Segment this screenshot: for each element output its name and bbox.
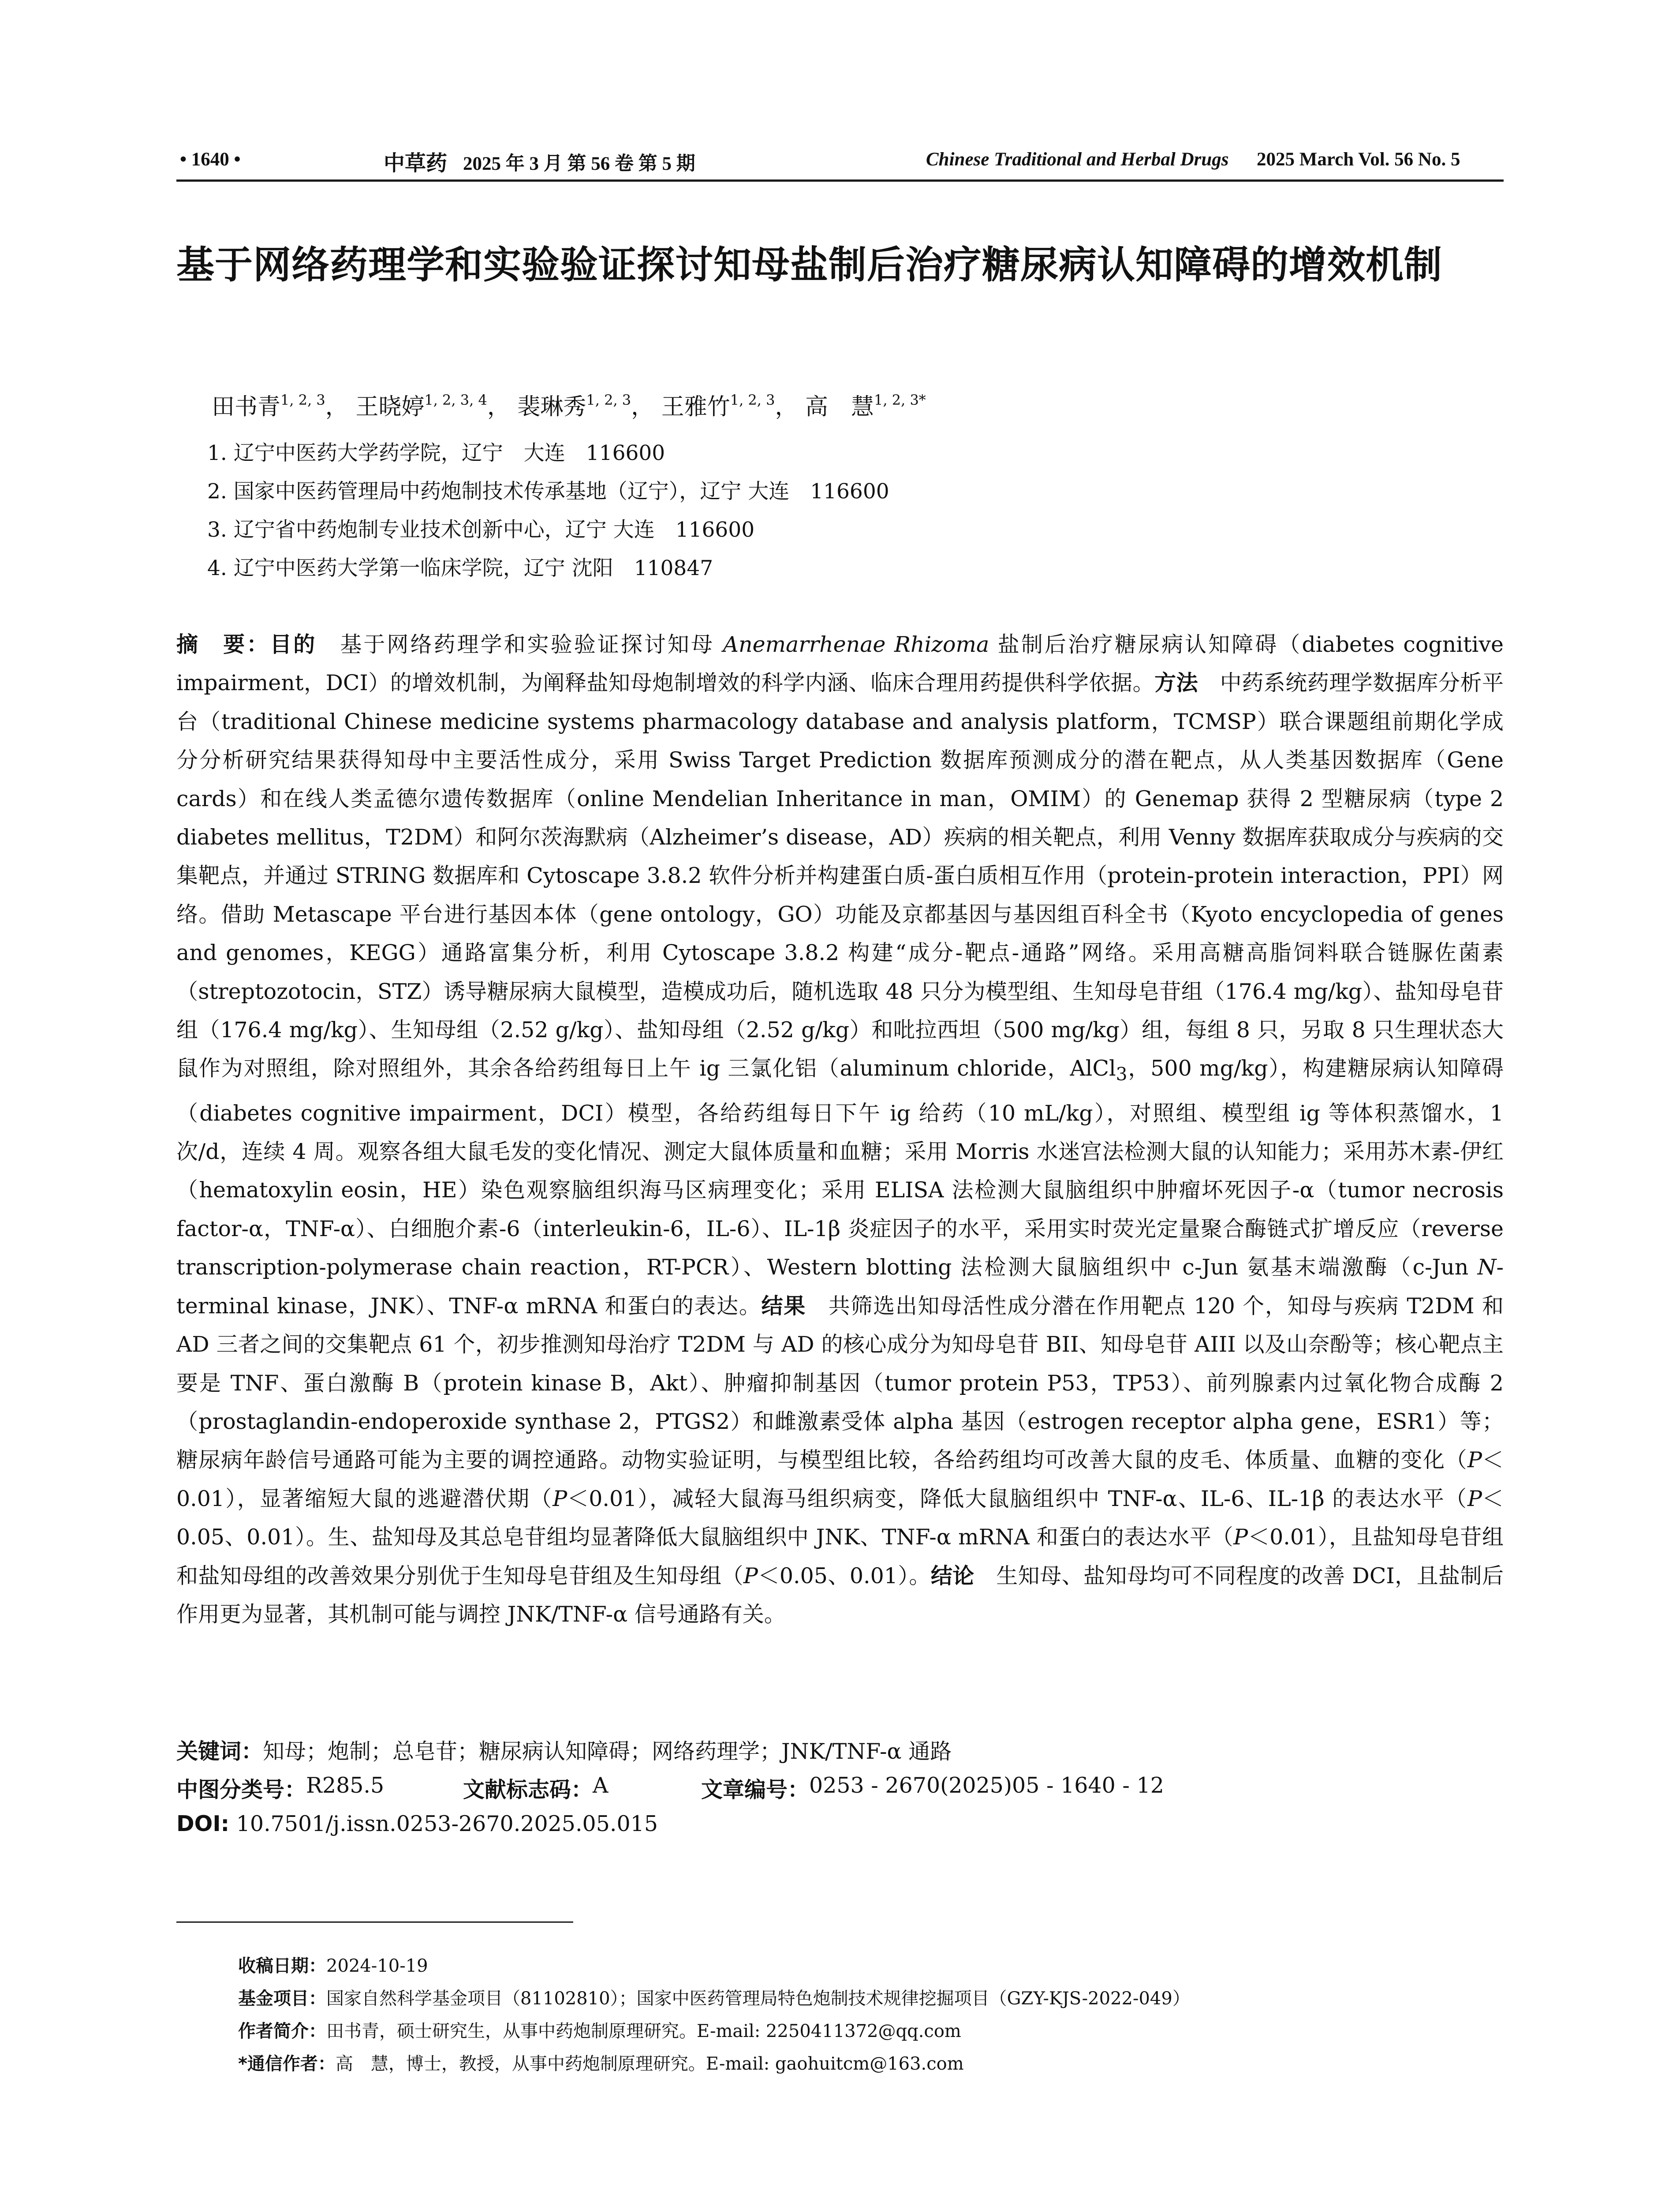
- article-title: 基于网络药理学和实验验证探讨知母盐制后治疗糖尿病认知障碍的增效机制: [176, 243, 1442, 287]
- issue-en: 2025 March Vol. 56 No. 5: [1257, 149, 1460, 170]
- conclusion-label: 结论: [930, 1563, 974, 1588]
- abstract: 摘 要：目的 基于网络药理学和实验验证探讨知母 Anemarrhenae Rhizoma 盐制后治疗糖尿病认知障碍（diabetes cognitive impairment，DCI）的增效机制，为阐释盐知母炮制增效的科学内涵、临床合理用药提供科学依据。方法 中药系统药理学数据库分析平台（traditional Chinese medicine systems pharmacology database and analysis platform，TCMSP）联合课题组前期化学成分分析研究结果获得知母中主要活性成分，采用 Swiss Target Prediction 数据库预测成分的潜在靶点，从人类基因数据库（Gene cards）和在线人类孟德尔遗传数据库（online Mendelian Inheritance in man，OMIM）的 Genemap 获得 2 型糖尿病（type 2 diabetes mellitus，T2DM）和阿尔茨海默病（Alzheimer’s disease，AD）疾病的相关靶点，利用 Venny 数据库获取成分与疾病的交集靶点，并通过 STRING 数据库和 Cytoscape 3.8.2 软件分析并构建蛋白质-蛋白质相互作用（protein-protein interaction，PPI）网络。借助 Metascape 平台进行基因本体（gene ontology，GO）功能及京都基因与基因组百科全书（Kyoto encyclopedia of genes and genomes，KEGG）通路富集分析，利用 Cytoscape 3.8.2 构建“成分-靶点-通路”网络。采用高糖高脂饲料联合链脲佐菌素（streptozotocin，STZ）诱导糖尿病大鼠模型，造模成功后，随机选取 48 只分为模型组、生知母皂苷组（176.4 mg/kg）、盐知母皂苷组（176.4 mg/kg）、生知母组（2.52 g/kg）、盐知母组（2.52 g/kg）和吡拉西坦（500 mg/kg）组，每组 8 只，另取 8 只生理状态大鼠作为对照组，除对照组外，其余各给药组每日上午 ig 三氯化铝（aluminum chloride，AlCl$_3$，500 mg/kg），构建糖尿病认知障碍（diabetes cognitive impairment，DCI）模型，各给药组每日下午 ig 给药（10 mL/kg），对照组、模型组 ig 等体积蒸馏水，1 次/d，连续 4 周。观察各组大鼠毛发的变化情况、测定大鼠体质量和血糖；采用 Morris 水迷宫法检测大鼠的认知能力；采用苏木素-伊红（hematoxylin eosin，HE）染色观察脑组织海马区病理变化；采用 ELISA 法检测大鼠脑组织中肿瘤坏死因子-α（tumor necrosis factor-α，TNF-α）、白细胞介素-6（interleukin-6，IL-6）、IL-1β 炎症因子的水平，采用实时荧光定量聚合酶链式扩增反应（reverse transcription-polymerase chain reaction，RT-PCR）、Western blotting 法检测大鼠脑组织中 c-Jun 氨基末端激酶（c-Jun N-terminal kinase，JNK）、TNF-α mRNA 和蛋白的表达。结果 共筛选出知母活性成分潜在作用靶点 120 个，知母与疾病 T2DM 和 AD 三者之间的交集靶点 61 个，初步推测知母治疗 T2DM 与 AD 的核心成分为知母皂苷 BII、知母皂苷 AIII 以及山奈酚等；核心靶点主要是 TNF、蛋白激酶 B（protein kinase B，Akt）、肿瘤抑制基因（tumor protein P53，TP53）、前列腺素内过氧化物合成酶 2（prostaglandin-endoperoxide synthase 2，PTGS2）和雌激素受体 alpha 基因（estrogen receptor alpha gene，ESR1）等；糖尿病年龄信号通路可能为主要的调控通路。动物实验证明，与模型组比较，各给药组均可改善大鼠的皮毛、体质量、血糖的变化（P＜0.01），显著缩短大鼠的逃避潜伏期（P＜0.01），减轻大鼠海马组织病变，降低大鼠脑组织中 TNF-α、IL-6、IL-1β 的表达水平（P＜0.05、0.01）。生、盐知母及其总皂苷组均显著降低大鼠脑组织中 JNK、TNF-α mRNA 和蛋白的表达水平（P＜0.01），且盐知母皂苷组和盐知母组的改善效果分别优于生知母皂苷组及生知母组（P＜0.05、0.01）。结论 生知母、盐知母均可不同程度的改善 DCI，且盐制后作用更为显著，其机制可能与调控 JNK/TNF-α 信号通路有关。: [176, 632, 1504, 1627]
- doc-code-value: A: [593, 1773, 609, 1798]
- doi-value: 10.7501/j.issn.0253-2670.2025.05.015: [236, 1811, 658, 1836]
- abstract-label: 摘 要：: [176, 632, 270, 657]
- affiliation: 4. 辽宁中医药大学第一临床学院，辽宁 沈阳 110847: [207, 556, 713, 580]
- author-name: 裴琳秀: [517, 394, 586, 420]
- author-list: 田书青$^{1, 2, 3}$， 王晓婷$^{1, 2, 3, 4}$， 裴琳秀$^{1, 2, 3}$， 王雅竹$^{1, 2, 3}$， 高 慧$^{1, 2, 3*}$: [212, 392, 926, 420]
- affiliation: 3. 辽宁省中药炮制专业技术创新中心，辽宁 大连 116600: [207, 518, 755, 542]
- clc-label: 中图分类号：: [176, 1777, 306, 1802]
- author-affiliation-mark: 1, 2, 3: [280, 392, 325, 408]
- classification-line: [176, 1773, 1504, 1802]
- issue-cn: 2025 年 3 月 第 56 卷 第 5 期: [463, 153, 695, 174]
- journal-name-en: Chinese Traditional and Herbal Drugs: [926, 149, 1229, 170]
- author-affiliation-mark: 1, 2, 3, 4: [424, 392, 487, 408]
- author-name: 高 慧: [805, 394, 874, 420]
- journal-name-cn: 中草药: [384, 152, 448, 175]
- footnote-corresponding-author: *通信作者：高 慧，博士，教授，从事中药炮制原理研究。E-mail: gaohuitcm@163.com: [238, 2054, 964, 2074]
- keywords-text: 知母；炮制；总皂苷；糖尿病认知障碍；网络药理学；JNK/TNF-α 通路: [263, 1739, 952, 1764]
- affiliation: 2. 国家中医药管理局中药炮制技术传承基地（辽宁），辽宁 大连 116600: [207, 479, 889, 504]
- footnote-received: 收稿日期：2024-10-19: [238, 1956, 428, 1976]
- author-affiliation-mark: 1, 2, 3*: [874, 392, 926, 408]
- page-number: • 1640 •: [180, 149, 241, 170]
- keywords: [176, 1734, 952, 1765]
- running-header: [176, 143, 1504, 182]
- objective-label: 目的: [270, 632, 317, 657]
- affiliation: 1. 辽宁中医药大学药学院，辽宁 大连 116600: [207, 441, 665, 465]
- author-name: 田书青: [212, 394, 281, 420]
- article-number-value: 0253 - 2670(2025)05 - 1640 - 12: [809, 1773, 1164, 1798]
- clc-value: R285.5: [306, 1773, 385, 1798]
- author-affiliation-mark: 1, 2, 3: [586, 392, 631, 408]
- author-name: 王雅竹: [661, 394, 730, 420]
- methods-label: 方法: [1154, 670, 1198, 696]
- doc-code-label: 文献标志码：: [463, 1777, 593, 1802]
- keywords-label: 关键词：: [176, 1739, 263, 1764]
- latin-name: Anemarrhenae Rhizoma: [723, 632, 989, 657]
- author-affiliation-mark: 1, 2, 3: [730, 392, 775, 408]
- author-name: 王晓婷: [355, 394, 425, 420]
- results-label: 结果: [761, 1293, 806, 1319]
- doi-line: [176, 1811, 658, 1836]
- footnote-funding: 基金项目：国家自然科学基金项目（81102810）；国家中医药管理局特色炮制技术规律挖掘项目（GZY-KJS-2022-049）: [238, 1988, 1190, 2009]
- article-number-label: 文章编号：: [701, 1777, 810, 1802]
- footnote-author-bio: 作者简介：田书青，硕士研究生，从事中药炮制原理研究。E-mail: 2250411372@qq.com: [238, 2021, 961, 2041]
- footnote-divider: [176, 1921, 573, 1923]
- doi-label: DOI:: [176, 1811, 230, 1836]
